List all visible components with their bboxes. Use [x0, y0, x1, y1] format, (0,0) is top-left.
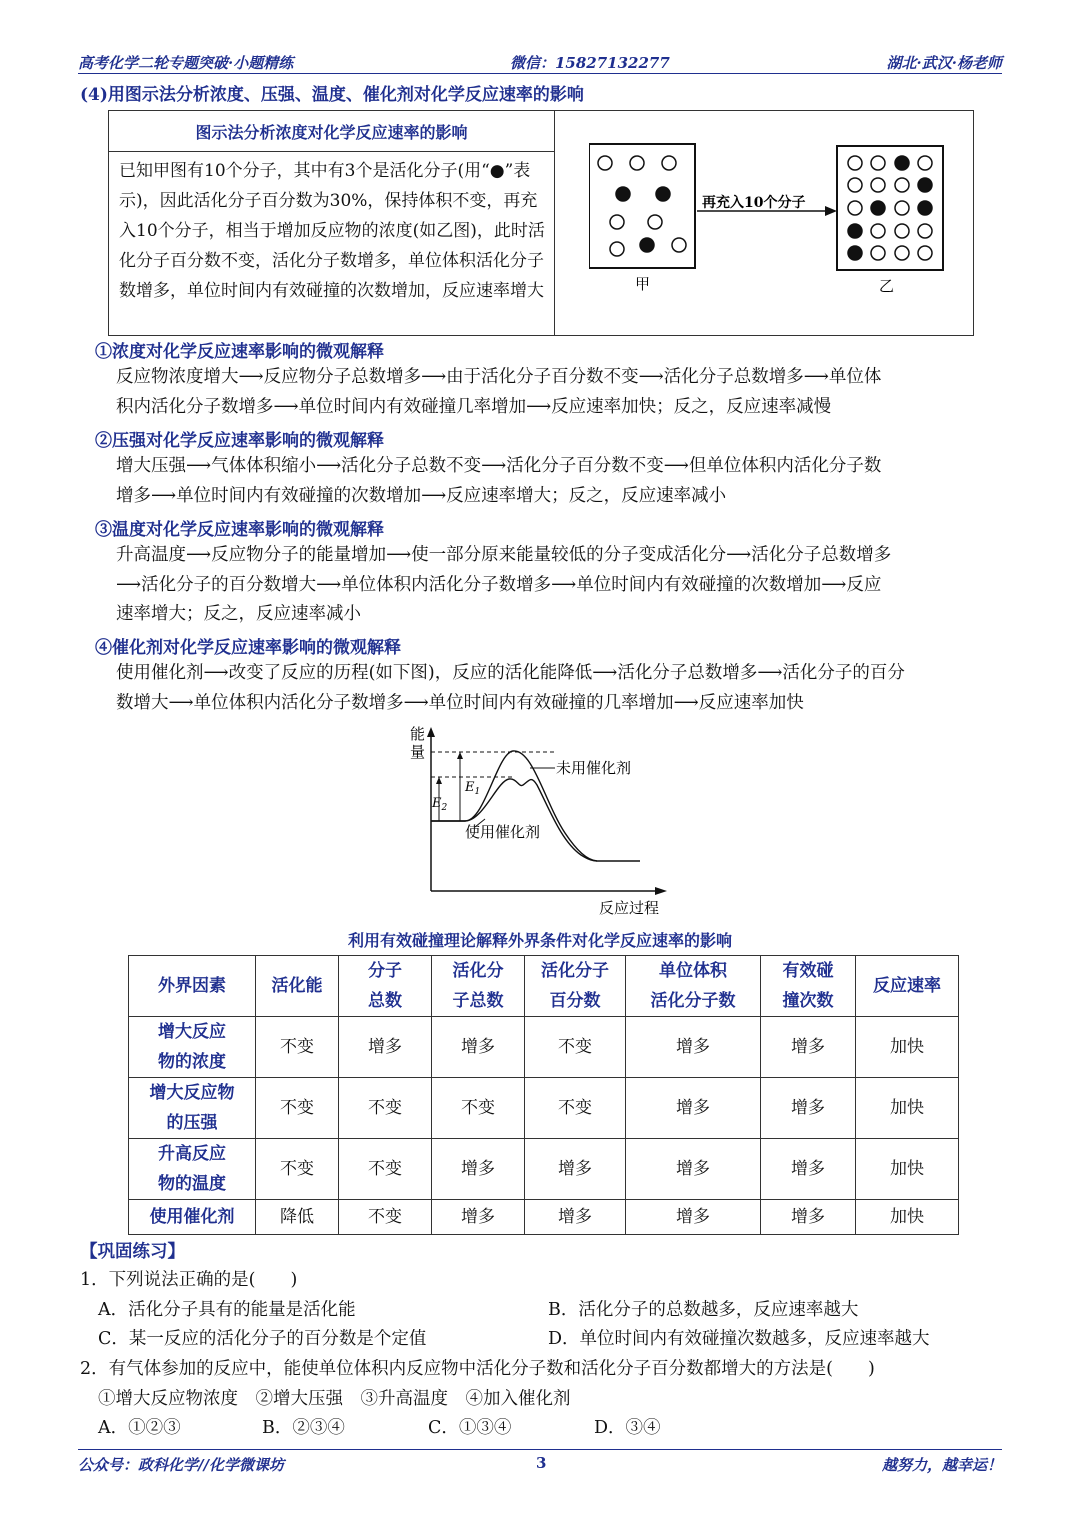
box-text-cell	[109, 152, 555, 335]
q1-option-c: C．某一反应的活化分子的百分数是个定值	[98, 1329, 427, 1349]
q2-option-b: B．②③④	[262, 1418, 345, 1438]
x-axis-arrow	[655, 887, 667, 895]
para-line: 反应物浓度增大⟶反应物分子总数增多⟶由于活化分子百分数不变⟶活化分子总数增多⟶单位体	[116, 367, 882, 387]
concentration-box	[108, 110, 974, 336]
label-a: 甲	[635, 275, 651, 293]
para-temperature	[116, 541, 1006, 630]
q1-option-d: D．单位时间内有效碰撞次数越多，反应速率越大	[548, 1329, 930, 1349]
q2-option-a: A．①②③	[98, 1418, 181, 1438]
page-header	[78, 50, 1002, 74]
label-b: 乙	[879, 277, 895, 295]
graph-xlabel: 反应过程	[599, 899, 660, 917]
q2-option-c: C．①③④	[428, 1418, 512, 1438]
box-text: 已知甲图有10个分子，其中有3个是活化分子(用“●”表示)，因此活化分子百分数为30%，保持体积不变，再充入10个分子，相当于增加反应物的浓度(如乙图)，此时活化分子百分数不变，活化分子数增多，单位体积活化分子数增多，单位时间内有效碰撞的次数增加，反应速率增大	[119, 161, 545, 301]
heading-concentration: ①浓度对化学反应速率影响的微观解释	[95, 342, 384, 362]
th-active-percent: 活化分子 百分数	[525, 956, 626, 1017]
row-factor: 增大反应物 的压强	[129, 1078, 256, 1139]
th-rate: 反应速率	[856, 956, 959, 1017]
page-footer	[78, 1454, 1002, 1476]
e1-label: $E_1$	[465, 780, 481, 797]
footer-right: 越努力，越幸运！	[881, 1456, 1002, 1474]
box-b-molecules	[848, 156, 932, 260]
para-line: 数增大⟶单位体积内活化分子数增多⟶单位时间内有效碰撞的几率增加⟶反应速率加快	[116, 692, 804, 713]
row-factor: 使用催化剂	[129, 1200, 256, 1235]
graph-ylabel-1: 能	[410, 725, 426, 743]
para-line: 升高温度⟶反应物分子的能量增加⟶使一部分原来能量较低的分子变成活化分⟶活化分子总数增多	[116, 545, 892, 565]
th-active-per-volume: 单位体积 活化分子数	[626, 956, 761, 1017]
label-catalyst: 使用催化剂	[465, 823, 541, 841]
q2-option-d: D．③④	[594, 1418, 661, 1438]
footer-divider	[78, 1449, 1002, 1450]
curve-catalyzed	[431, 779, 597, 861]
table-row: 使用催化剂 降低 不变 增多 增多 增多 增多 加快	[129, 1200, 959, 1235]
table-row: 升高反应 物的温度 不变 不变 增多 增多 增多 增多 加快	[129, 1139, 959, 1200]
th-factor: 外界因素	[129, 956, 256, 1017]
molecule-diagram	[589, 141, 969, 331]
row-factor: 升高反应 物的温度	[129, 1139, 256, 1200]
box-a-molecules	[598, 156, 686, 256]
table-row: 增大反应物 的压强 不变 不变 不变 不变 增多 增多 加快	[129, 1078, 959, 1139]
refill-arrow-head	[825, 206, 837, 216]
th-collisions: 有效碰 撞次数	[761, 956, 856, 1017]
question-2: 2．有气体参加的反应中，能使单位体积内反应物中活化分子数和活化分子百分数都增大的方法是( )	[80, 1359, 875, 1379]
th-activation-energy: 活化能	[256, 956, 339, 1017]
table-title: 利用有效碰撞理论解释外界条件对化学反应速率的影响	[347, 931, 732, 950]
header-left: 高考化学二轮专题突破·小题精练	[78, 54, 294, 72]
para-concentration	[116, 363, 1006, 422]
header-center: 微信：15827132277	[510, 54, 670, 72]
header-right: 湖北·武汉·杨老师	[886, 54, 1002, 72]
q1-option-a: A．活化分子具有的能量是活化能	[98, 1300, 356, 1320]
q1-option-b: B．活化分子的总数越多，反应速率越大	[548, 1300, 859, 1320]
q2-items: ①增大反应物浓度 ②增大压强 ③升高温度 ④加入催化剂	[98, 1389, 571, 1409]
header-divider	[78, 73, 1002, 74]
section-title: (4)用图示法分析浓度、压强、温度、催化剂对化学反应速率的影响	[80, 85, 584, 105]
question-1: 1．下列说法正确的是( )	[80, 1270, 298, 1290]
heading-catalyst: ④催化剂对化学反应速率影响的微观解释	[95, 638, 401, 658]
arrow-label: 再充入10个分子	[702, 195, 806, 211]
collision-theory-table	[128, 955, 959, 1235]
heading-temperature: ③温度对化学反应速率影响的微观解释	[95, 520, 384, 540]
para-line: 增大压强⟶气体体积缩小⟶活化分子总数不变⟶活化分子百分数不变⟶但单位体积内活化分子数	[116, 456, 882, 476]
box-title: 图示法分析浓度对化学反应速率的影响	[109, 111, 555, 152]
para-line: 积内活化分子数增多⟶单位时间内有效碰撞几率增加⟶反应速率加快；反之，反应速率减慢	[116, 396, 832, 417]
para-line: 速率增大；反之，反应速率减小	[116, 604, 361, 624]
label-no-catalyst: 未用催化剂	[556, 759, 632, 777]
y-axis-arrow	[427, 727, 435, 737]
para-catalyst	[116, 659, 1006, 718]
th-molecule-total: 分子 总数	[339, 956, 432, 1017]
heading-pressure: ②压强对化学反应速率影响的微观解释	[95, 431, 384, 451]
para-line: 增多⟶单位时间内有效碰撞的次数增加⟶反应速率增大；反之，反应速率减小	[116, 485, 727, 506]
energy-diagram	[405, 723, 695, 923]
th-active-total: 活化分 子总数	[432, 956, 525, 1017]
e2-label: $E_2$	[432, 796, 448, 813]
para-line: 使用催化剂⟶改变了反应的历程(如下图)，反应的活化能降低⟶活化分子总数增多⟶活化分子的百分	[116, 663, 905, 683]
footer-left: 公众号：政科化学//化学微课坊	[78, 1456, 284, 1474]
para-line: ⟶活化分子的百分数增大⟶单位体积内活化分子数增多⟶单位时间内有效碰撞的次数增加⟶反应	[116, 574, 882, 595]
page-number: 3	[536, 1454, 547, 1472]
table-row: 增大反应 物的浓度 不变 增多 增多 不变 增多 增多 加快	[129, 1017, 959, 1078]
exercise-heading: 【巩固练习】	[80, 1242, 185, 1262]
table-header-row	[129, 956, 959, 1017]
graph-ylabel-2: 量	[410, 743, 426, 761]
row-factor: 增大反应 物的浓度	[129, 1017, 256, 1078]
para-pressure	[116, 452, 1006, 511]
